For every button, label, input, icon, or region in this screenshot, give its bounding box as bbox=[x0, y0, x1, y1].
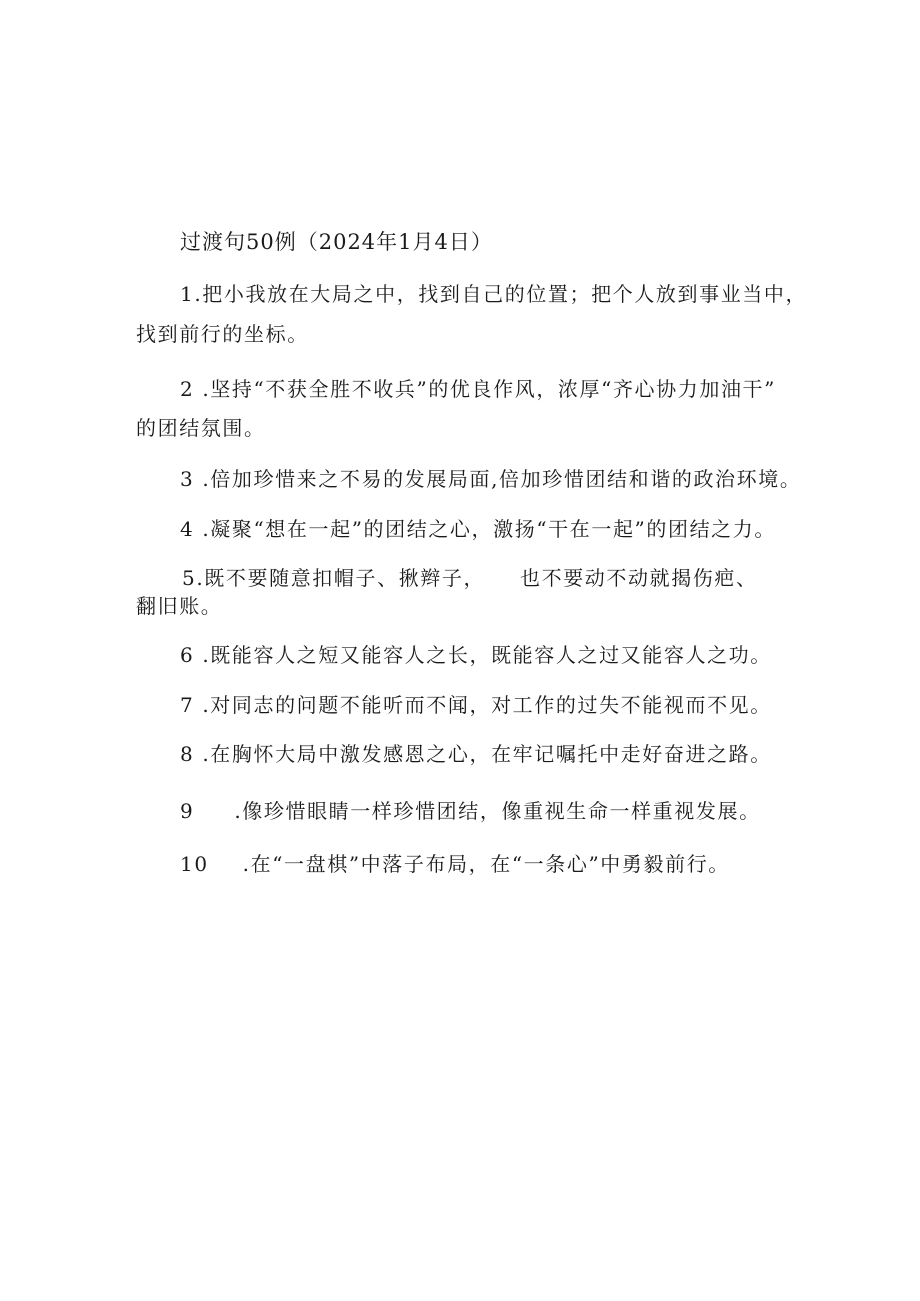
list-item-3 bbox=[180, 465, 801, 493]
item-number: 9 bbox=[180, 799, 195, 823]
item-number: 7 bbox=[180, 693, 195, 717]
list-item-8 bbox=[180, 740, 772, 768]
list-item-2 bbox=[180, 375, 776, 403]
list-item-5-part-2: 也不要动不动就揭伤疤、 bbox=[520, 566, 758, 590]
item-text: 把小我放在大局之中，找到自己的位置；把个人放到事业当中， bbox=[202, 282, 808, 306]
item-number: 4 bbox=[180, 517, 195, 541]
list-item-6 bbox=[180, 641, 772, 669]
item-number: 10 bbox=[180, 852, 209, 876]
item-text: 既不要随意扣帽子、揪辫子， bbox=[204, 566, 486, 590]
list-item-10 bbox=[180, 850, 730, 878]
item-number: 5. bbox=[182, 566, 205, 590]
list-item-5 bbox=[182, 564, 485, 592]
list-item-7 bbox=[180, 691, 772, 719]
item-text: .凝聚“想在一起”的团结之心，激扬“干在一起”的团结之力。 bbox=[202, 517, 776, 541]
item-text: .像珍惜眼睛一样珍惜团结，像重视生命一样重视发展。 bbox=[234, 799, 761, 823]
item-number: 1. bbox=[180, 282, 203, 306]
list-item-2-continuation: 的团结氛围。 bbox=[136, 416, 266, 440]
item-number: 3 bbox=[180, 467, 195, 491]
item-number: 8 bbox=[180, 742, 195, 766]
item-text: .对同志的问题不能听而不闻，对工作的过失不能视而不见。 bbox=[202, 693, 772, 717]
list-item-9 bbox=[180, 797, 761, 825]
item-text: .在胸怀大局中激发感恩之心，在牢记嘱托中走好奋进之路。 bbox=[202, 742, 772, 766]
item-text: .既能容人之短又能容人之长，既能容人之过又能容人之功。 bbox=[202, 643, 772, 667]
document-title: 过渡句50例（2024年1月4日） bbox=[180, 230, 493, 254]
list-item-1 bbox=[180, 280, 807, 308]
item-text: .坚持“不获全胜不收兵”的优良作风，浓厚“齐心协力加油干” bbox=[202, 377, 776, 401]
list-item-1-continuation: 找到前行的坐标。 bbox=[136, 322, 309, 346]
item-text: .在“一盘棋”中落子布局，在“一条心”中勇毅前行。 bbox=[242, 852, 730, 876]
item-number: 2 bbox=[180, 377, 195, 401]
list-item-4 bbox=[180, 515, 776, 543]
list-item-5-continuation: 翻旧账。 bbox=[136, 594, 223, 618]
item-text: .倍加珍惜来之不易的发展局面,倍加珍惜团结和谐的政治环境。 bbox=[202, 467, 802, 491]
item-number: 6 bbox=[180, 643, 195, 667]
